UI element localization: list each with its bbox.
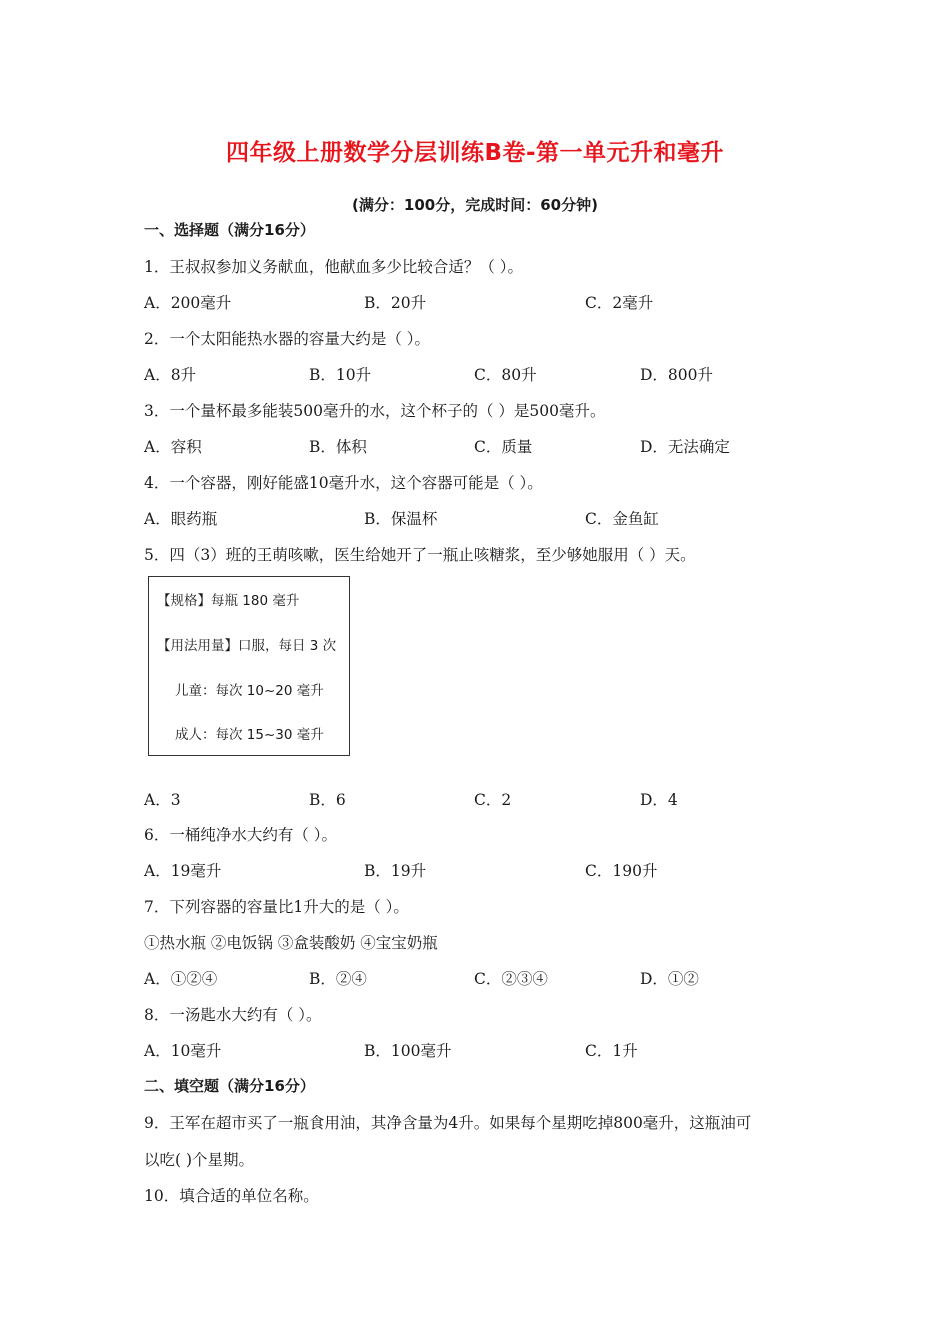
question-7-option-a: A．①②④ [144,970,218,988]
question-4-option-a: A．眼药瓶 [144,510,218,528]
question-4-option-b: B．保温杯 [364,510,438,528]
question-1-option-c: C．2毫升 [585,294,654,312]
question-5-option-a: A．3 [144,791,181,809]
question-6: 6．一桶纯净水大约有（ ）。 [144,826,338,844]
question-3: 3．一个量杯最多能装500毫升的水，这个杯子的（ ）是500毫升。 [144,402,606,420]
question-4-option-c: C．金鱼缸 [585,510,659,528]
question-7-option-d: D．①② [640,970,699,988]
label-child-dose: 儿童：每次 10~20 毫升 [175,683,324,699]
question-1-option-a: A．200毫升 [144,294,232,312]
label-adult-dose: 成人：每次 15~30 毫升 [175,727,324,743]
question-5-option-c: C．2 [474,791,512,809]
question-6-option-a: A．19毫升 [144,862,222,880]
question-5-option-d: D．4 [640,791,678,809]
page-title: 四年级上册数学分层训练B卷-第一单元升和毫升 [225,140,725,166]
question-8: 8．一汤匙水大约有（ ）。 [144,1006,322,1024]
label-usage: 【用法用量】口服，每日 3 次 [157,638,337,654]
question-6-option-c: C．190升 [585,862,658,880]
question-3-option-c: C．质量 [474,438,533,456]
question-7-option-b: B．②④ [309,970,367,988]
question-8-option-c: C．1升 [585,1042,638,1060]
question-2-option-d: D．800升 [640,366,714,384]
question-10: 10．填合适的单位名称。 [144,1187,319,1205]
medicine-label-box [148,576,350,756]
question-3-option-d: D．无法确定 [640,438,730,456]
label-spec: 【规格】每瓶 180 毫升 [157,593,300,609]
section-heading-fill: 二、填空题（满分16分） [144,1077,315,1095]
question-2: 2．一个太阳能热水器的容量大约是（ ）。 [144,330,431,348]
question-1-option-b: B．20升 [364,294,427,312]
question-2-option-a: A．8升 [144,366,197,384]
question-8-option-b: B．100毫升 [364,1042,452,1060]
question-3-option-b: B．体积 [309,438,367,456]
question-5-option-b: B．6 [309,791,346,809]
question-7: 7．下列容器的容量比1升大的是（ ）。 [144,898,409,916]
question-4: 4．一个容器，刚好能盛10毫升水，这个容器可能是（ ）。 [144,474,543,492]
question-9-line-2: 以吃( )个星期。 [144,1151,255,1169]
question-1: 1．王叔叔参加义务献血，他献血多少比较合适？（ ）。 [144,258,524,276]
question-8-option-a: A．10毫升 [144,1042,222,1060]
question-2-option-b: B．10升 [309,366,372,384]
question-9-line-1: 9．王军在超市买了一瓶食用油，其净含量为4升。如果每个星期吃掉800毫升，这瓶油可 [144,1114,752,1132]
question-2-option-c: C．80升 [474,366,537,384]
question-7-option-c: C．②③④ [474,970,548,988]
section-heading-choice: 一、选择题（满分16分） [144,221,315,239]
page-subtitle: (满分：100分，完成时间：60分钟) [352,196,598,214]
question-6-option-b: B．19升 [364,862,427,880]
question-3-option-a: A．容积 [144,438,202,456]
question-7-items: ①热水瓶 ②电饭锅 ③盒装酸奶 ④宝宝奶瓶 [144,934,438,952]
question-5: 5．四（3）班的王萌咳嗽，医生给她开了一瓶止咳糖浆，至少够她服用（ ）天。 [144,546,696,564]
